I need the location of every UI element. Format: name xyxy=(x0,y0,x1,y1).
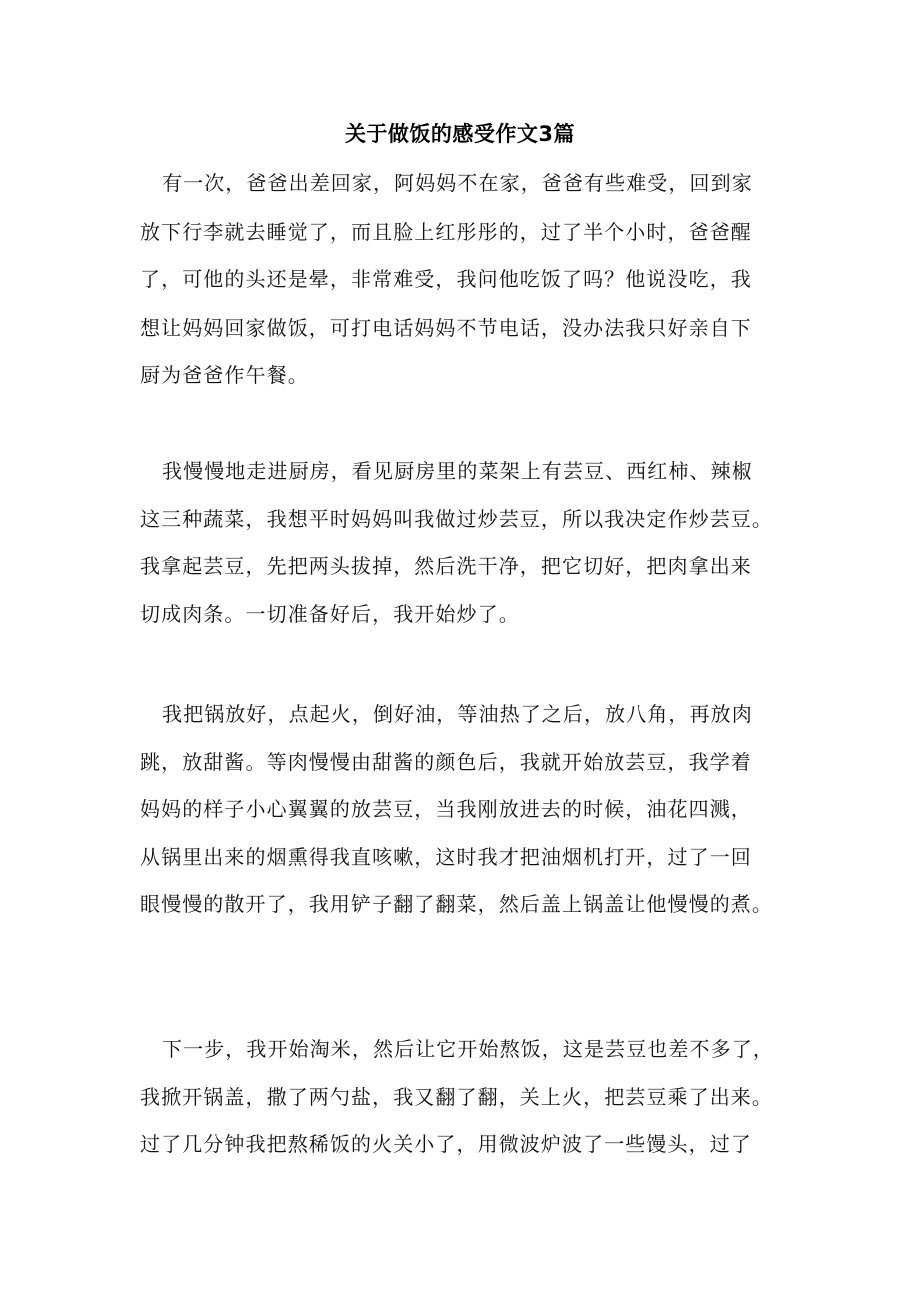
paragraph-3-line-1: 我把锅放好，点起火，倒好油，等油热了之后，放八角，再放肉 xyxy=(162,702,753,726)
paragraph-3-line-5: 眼慢慢的散开了，我用铲子翻了翻菜，然后盖上锅盖让他慢慢的煮。 xyxy=(140,892,773,916)
paragraph-1-line-4: 想让妈妈回家做饭，可打电话妈妈不节电话，没办法我只好亲自下 xyxy=(140,316,752,340)
paragraph-1-line-2: 放下行李就去睡觉了，而且脸上红彤彤的，过了半个小时，爸爸醒 xyxy=(140,220,752,244)
paragraph-1-line-1: 有一次，爸爸出差回家，阿妈妈不在家，爸爸有些难受，回到家 xyxy=(162,171,753,195)
paragraph-1-line-5: 厨为爸爸作午餐。 xyxy=(140,363,309,387)
paragraph-2-line-2: 这三种蔬菜，我想平时妈妈叫我做过炒芸豆，所以我决定作炒芸豆。 xyxy=(140,507,773,531)
paragraph-4-line-2: 我掀开锅盖，撒了两勺盐，我又翻了翻，关上火，把芸豆乘了出来。 xyxy=(140,1085,773,1109)
paragraph-4-line-1: 下一步，我开始淘米，然后让它开始熬饭，这是芸豆也差不多了， xyxy=(162,1037,774,1061)
paragraph-1-line-3: 了，可他的头还是晕，非常难受，我问他吃饭了吗？他说没吃，我 xyxy=(140,267,752,291)
paragraph-2-line-1: 我慢慢地走进厨房，看见厨房里的菜架上有芸豆、西红柿、辣椒 xyxy=(162,459,753,483)
paragraph-2-line-3: 我拿起芸豆，先把两头拔掉，然后洗干净，把它切好，把肉拿出来 xyxy=(140,554,752,578)
paragraph-2-line-4: 切成肉条。一切准备好后，我开始炒了。 xyxy=(140,602,520,626)
paragraph-4-line-3: 过了几分钟我把熬稀饭的火关小了，用微波炉波了一些馒头，过了 xyxy=(140,1132,752,1156)
document-title: 关于做饭的感受作文3篇 xyxy=(344,122,576,146)
paragraph-3-line-2: 跳，放甜酱。等肉慢慢由甜酱的颜色后，我就开始放芸豆，我学着 xyxy=(140,750,752,774)
paragraph-3-line-4: 从锅里出来的烟熏得我直咳嗽，这时我才把油烟机打开，过了一回 xyxy=(140,845,752,869)
paragraph-3-line-3: 妈妈的样子小心翼翼的放芸豆，当我刚放进去的时候，油花四溅， xyxy=(140,797,752,821)
